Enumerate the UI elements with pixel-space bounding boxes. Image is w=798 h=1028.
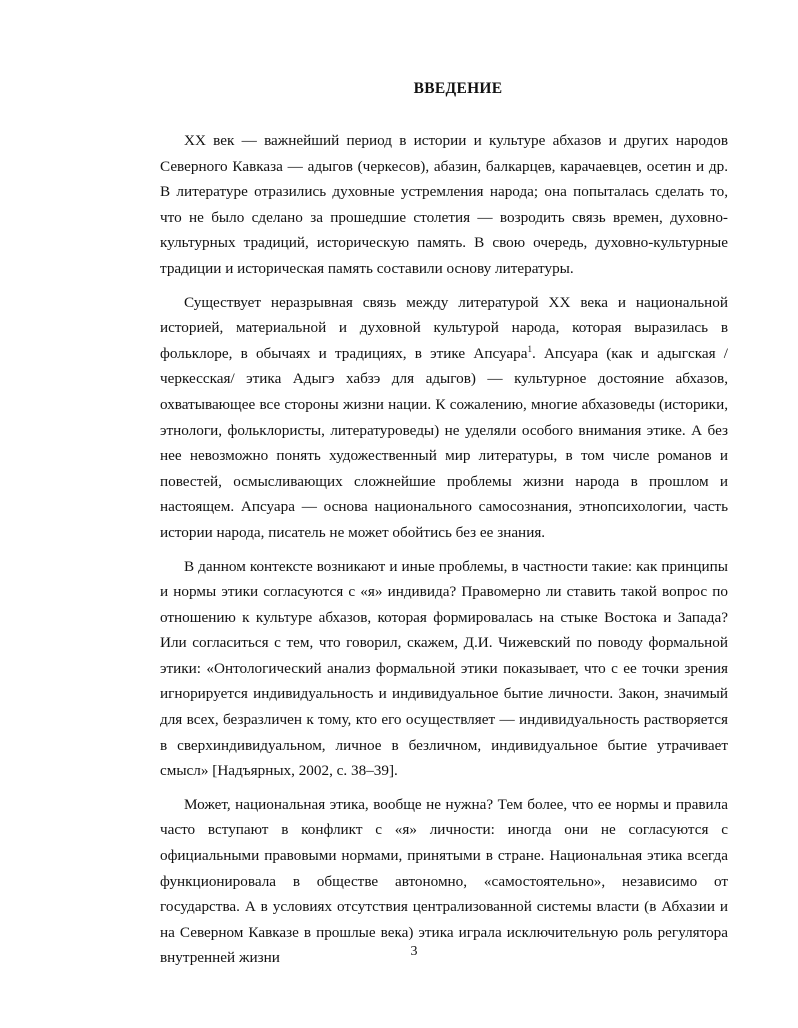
paragraph-3: В данном контексте возникают и иные проблемы, в частности такие: как принципы и нормы этики согласуются с «я» индивида? Правомерно ли ставить такой вопрос по отношению к культуре абхазов, которая формировалась на стыке Востока и Запада? Или согласиться с тем, что говорил, скажем, Д.И. Чижевский по поводу формальной этики: «Онтологический анализ формальной этики показывает, что с ее точки зрения игнорируется индивидуальность и индивидуальное бытие личности. Закон, значимый для всех, безразличен к тому, кто его осуществляет — индивидуальность растворяется в сверхиндивидуальном, личное в безличном, индивидуальное бытие утрачивает смысл» [Надъярных, 2002, с. 38–39].: [160, 557, 728, 780]
footnote-marker: 1: [527, 343, 532, 354]
paragraph-2-text-start: Существует неразрывная связь между литературой XX века и национальной историей, материальной и духовной культурой народа, которая выразилась в фольклоре, в обычаях и традициях, в этике Апсуара: [160, 293, 728, 362]
page-number: 3: [410, 944, 418, 959]
paragraph-1: XX век — важнейший период в истории и культуре абхазов и других народов Северного Кавказа — адыгов (черкесов), абазин, балкарцев, карачаевцев, осетин и др. В литературе отразились духовные устремления народа; она попыталась сделать то, что не было сделано за прошедшие столетия — возродить связь времен, духовно-культурных традиций, историческую память. В свою очередь, духовно-культурные традиции и историческая память составили основу литературы.: [160, 132, 728, 277]
paragraph-4: Может, национальная этика, вообще не нужна? Тем более, что ее нормы и правила часто вступают в конфликт с «я» личности: иногда они не согласуются с официальными правовыми нормами, принятыми в стране. Национальная этика всегда функционировала в обществе автономно, «самостоятельно», независимо от государства. А в условиях отсутствия централизованной системы власти (в Абхазии и на Северном Кавказе в прошлые века) этика играла исключительную роль регулятора внутренней жизни: [160, 795, 728, 967]
paragraph-2: [160, 290, 728, 546]
page-title: ВВЕДЕНИЕ: [413, 80, 503, 97]
paragraph-2-text-end: . Апсуара (как и адыгская /черкесская/ этика Адыгэ хабзэ для адыгов) — культурное достояние абхазов, охватывающее все стороны жизни нации. К сожалению, многие абхазоведы (историки, этнологи, фольклористы, литературоведы) не уделяли особого внимания этике. А без нее невозможно понять художественный мир литературы, в том числе романов и повестей, осмысливающих сложнейшие проблемы жизни народа в прошлом и настоящем. Апсуара — основа национального самосознания, этнопсихологии, часть истории народа, писатель не может обойтись без ее знания.: [160, 344, 728, 541]
document-page: [160, 80, 728, 979]
